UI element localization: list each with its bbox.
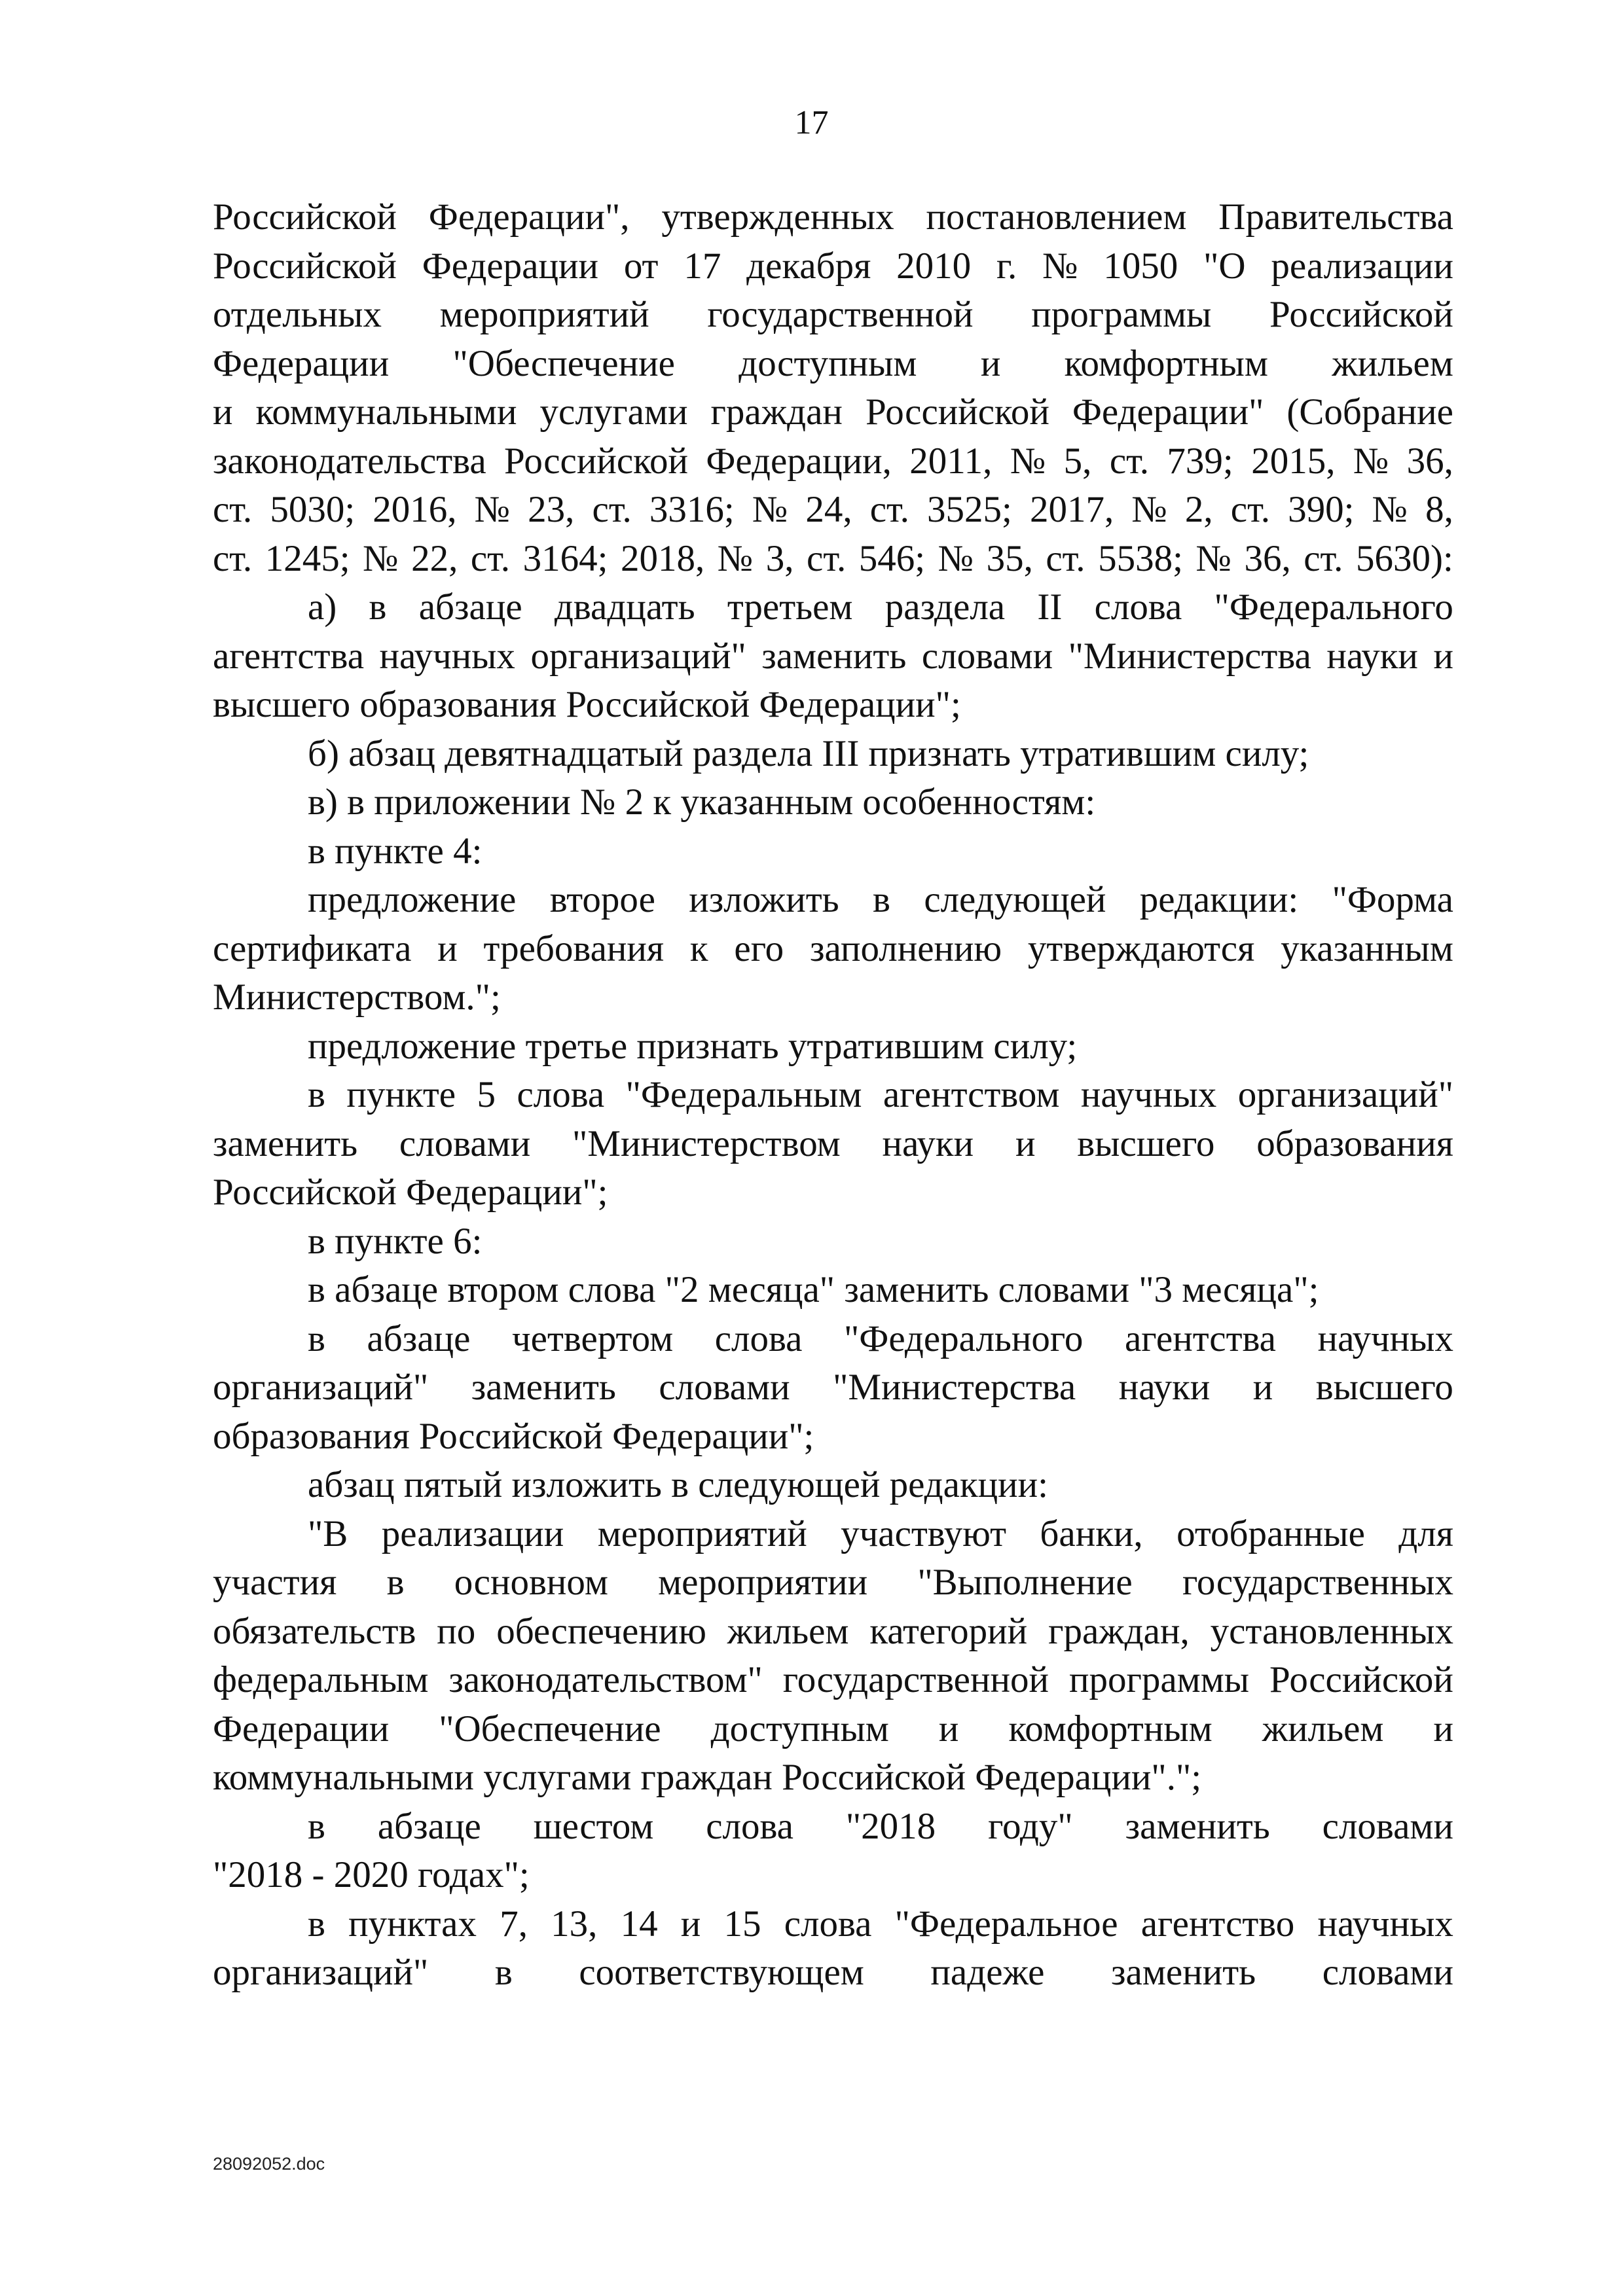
text-line — [213, 1363, 1453, 1412]
word: законодательством" — [448, 1659, 763, 1700]
word: к — [689, 927, 708, 969]
word: участвуют — [841, 1513, 1006, 1554]
word: 24, — [805, 489, 852, 530]
word: слова — [706, 1805, 793, 1847]
word: № — [1372, 489, 1408, 530]
word: от — [623, 245, 659, 287]
word: 7, — [500, 1903, 528, 1945]
text-line — [213, 1315, 1453, 1364]
word: словами — [659, 1367, 790, 1408]
word: в — [873, 879, 890, 920]
word: Федерации — [213, 1708, 390, 1749]
word: № — [1353, 440, 1389, 482]
word: 5630): — [1355, 537, 1453, 579]
word: в — [386, 1562, 405, 1603]
word: заменить — [471, 1367, 616, 1408]
word: для — [1398, 1513, 1453, 1554]
word: организаций" — [530, 635, 746, 677]
word: реализации — [1271, 245, 1453, 287]
word: 2017, — [1030, 489, 1114, 530]
text-line: б) абзац девятнадцатый раздела III признать утратившим силу; — [308, 732, 1309, 774]
word: 5030; — [270, 489, 356, 530]
word: и — [1433, 635, 1453, 677]
text-line: предложение третье признать утратившим силу; — [308, 1025, 1078, 1067]
word: заменить — [213, 1122, 358, 1164]
word: утвержденных — [661, 196, 894, 238]
word: г. — [996, 245, 1017, 287]
word: Российской — [504, 440, 688, 482]
word: сертификата — [213, 927, 412, 969]
word: № — [1131, 489, 1167, 530]
word: Российской — [865, 391, 1049, 433]
word: его — [734, 927, 784, 969]
word: словами — [921, 635, 1053, 677]
word: 3525; — [927, 489, 1012, 530]
word: ст. — [1046, 537, 1085, 579]
word: науки — [882, 1122, 974, 1164]
text-line — [213, 583, 1453, 632]
text-line — [213, 632, 1453, 681]
word: раздела — [884, 586, 1006, 628]
word: 1050 — [1103, 245, 1178, 287]
text-line: коммунальными услугами граждан Российской Федерации"."; — [213, 1757, 1202, 1798]
word: мероприятии — [658, 1562, 868, 1603]
word: и — [1433, 1708, 1453, 1749]
text-line — [213, 1900, 1453, 1949]
word: следующей — [924, 879, 1106, 920]
word: 2016, — [373, 489, 457, 530]
text-line — [213, 1705, 1453, 1754]
word: № — [717, 537, 754, 579]
word: научных — [1080, 1074, 1217, 1115]
word: "Выполнение — [917, 1562, 1133, 1603]
word: № — [1042, 245, 1078, 287]
word: и — [1252, 1367, 1273, 1408]
word: агентства — [1124, 1318, 1276, 1359]
word: № — [1010, 440, 1046, 482]
word: коммунальными — [255, 391, 517, 433]
word: организаций" — [213, 1367, 429, 1408]
word: организаций" — [1237, 1074, 1453, 1115]
word: отдельных — [213, 294, 382, 335]
text-line — [213, 1656, 1453, 1705]
word: граждан — [710, 391, 843, 433]
word: комфортным — [1064, 342, 1268, 384]
word: образования — [1256, 1122, 1453, 1164]
word: словами — [399, 1122, 531, 1164]
word: программы — [1068, 1659, 1250, 1700]
word: мероприятий — [597, 1513, 807, 1554]
word: 23, — [528, 489, 575, 530]
word: в — [494, 1952, 513, 1993]
word: в — [308, 1903, 325, 1945]
word: 13, — [551, 1903, 598, 1945]
text-line — [213, 193, 1453, 242]
text-line — [213, 1948, 1453, 1998]
word: 2018, — [620, 537, 705, 579]
word: заменить — [761, 635, 907, 677]
word: падеже — [930, 1952, 1045, 1993]
word: указанным — [1281, 927, 1453, 969]
word: 8, — [1425, 489, 1453, 530]
word: требования — [483, 927, 665, 969]
page-number: 17 — [794, 104, 829, 141]
word: Федерации" — [1072, 391, 1264, 433]
text-line: "2018 - 2020 годах"; — [213, 1854, 530, 1895]
word: комфортным — [1008, 1708, 1213, 1749]
text-line — [213, 925, 1453, 974]
word: декабря — [746, 245, 871, 287]
word: и — [1015, 1122, 1036, 1164]
word: четвертом — [512, 1318, 674, 1359]
word: Федерации — [422, 245, 598, 287]
word: II — [1037, 586, 1063, 628]
word: "Федерального — [1214, 586, 1453, 628]
word: третьем — [727, 586, 853, 628]
word: "О — [1203, 245, 1246, 287]
word: ст. — [869, 489, 909, 530]
word: доступным — [710, 1708, 889, 1749]
word: 14 — [620, 1903, 658, 1945]
word: граждан, — [1048, 1610, 1190, 1652]
word: 5538; — [1098, 537, 1183, 579]
word: и — [938, 1708, 959, 1749]
word: в — [308, 1318, 325, 1359]
word: году" — [988, 1805, 1073, 1847]
word: двадцать — [554, 586, 695, 628]
text-line — [213, 1071, 1453, 1120]
word: услугами — [539, 391, 688, 433]
word: научных — [1317, 1318, 1453, 1359]
text-line — [213, 1120, 1453, 1169]
word: ст. — [807, 537, 847, 579]
word: 2011, — [909, 440, 993, 482]
word: "Министерством — [572, 1122, 841, 1164]
word: 2010 — [896, 245, 972, 287]
text-line: в абзаце втором слова "2 месяца" заменить словами "3 месяца"; — [308, 1269, 1319, 1310]
text-line — [213, 242, 1453, 291]
text-line: Российской Федерации"; — [213, 1172, 608, 1213]
word: 5, — [1063, 440, 1092, 482]
word: 35, — [986, 537, 1033, 579]
word: словами — [1322, 1805, 1453, 1847]
word: и — [980, 342, 1001, 384]
word: ст. — [470, 537, 511, 579]
word: слова — [784, 1903, 872, 1945]
word: государственных — [1182, 1562, 1453, 1603]
word: ст. — [1304, 537, 1343, 579]
word: агентством — [883, 1074, 1060, 1115]
word: 546; — [858, 537, 926, 579]
word: Федерации — [213, 342, 390, 384]
word: федеральным — [213, 1659, 429, 1700]
text-line — [213, 486, 1453, 535]
word: науки — [1326, 635, 1418, 677]
word: категорий — [869, 1610, 1028, 1652]
word: высшего — [1077, 1122, 1215, 1164]
text-line: высшего образования Российской Федерации"; — [213, 684, 961, 725]
word: ст. — [213, 489, 253, 530]
word: (Собрание — [1286, 391, 1453, 433]
word: словами — [1322, 1952, 1453, 1993]
word: 1245; — [264, 537, 350, 579]
word: организаций" — [213, 1952, 429, 1993]
word: банки, — [1040, 1513, 1143, 1554]
word: 3316; — [649, 489, 735, 530]
word: Российской — [213, 196, 397, 238]
word: слова — [714, 1318, 803, 1359]
word: ст. — [592, 489, 632, 530]
word: постановлением — [926, 196, 1187, 238]
text-line — [213, 1558, 1453, 1607]
word: программы — [1031, 294, 1212, 335]
document-body — [213, 193, 1453, 1998]
text-line: в) в приложении № 2 к указанным особенностям: — [308, 781, 1096, 823]
word: "Министерства — [833, 1367, 1076, 1408]
word: доступным — [739, 342, 917, 384]
word: законодательства — [213, 440, 486, 482]
word: редакции: — [1139, 879, 1299, 920]
word: основном — [454, 1562, 608, 1603]
word: № — [363, 537, 399, 579]
word: заменить — [1125, 1805, 1270, 1847]
word: агентства — [213, 635, 365, 677]
word: Федерации, — [706, 440, 892, 482]
word: ст. — [213, 537, 253, 579]
word: № — [474, 489, 511, 530]
word: № — [752, 489, 788, 530]
file-name-footer: 28092052.doc — [213, 2154, 325, 2174]
word: 36, — [1244, 537, 1291, 579]
word: в — [369, 586, 387, 628]
word: по — [437, 1610, 476, 1652]
word: № — [938, 537, 974, 579]
word: ст. — [1230, 489, 1270, 530]
text-line — [213, 535, 1453, 584]
word: ст. — [1109, 440, 1149, 482]
text-line — [213, 1607, 1453, 1657]
word: 3, — [765, 537, 794, 579]
word: заполнению — [809, 927, 1002, 969]
word: Российской — [1269, 1659, 1453, 1700]
word: жильем — [1262, 1708, 1384, 1749]
word: "Обеспечение — [439, 1708, 661, 1749]
word: и — [437, 927, 458, 969]
word: слова — [1094, 586, 1182, 628]
word: отобранные — [1176, 1513, 1365, 1554]
word: Российской — [213, 245, 397, 287]
text-line: образования Российской Федерации"; — [213, 1415, 814, 1457]
word: жильем — [1332, 342, 1453, 384]
word: Федерации", — [428, 196, 630, 238]
word: "2018 — [845, 1805, 936, 1847]
word: 2015, — [1251, 440, 1336, 482]
word: "Федеральное — [894, 1903, 1118, 1945]
text-line — [213, 291, 1453, 340]
word: обеспечению — [496, 1610, 706, 1652]
word: 2, — [1184, 489, 1213, 530]
word: пункте — [346, 1074, 456, 1115]
word: "Федерального — [844, 1318, 1084, 1359]
word: второе — [549, 879, 655, 920]
word: участия — [213, 1562, 337, 1603]
word: "Министерства — [1068, 635, 1311, 677]
word: утверждаются — [1027, 927, 1255, 969]
word: заменить — [1111, 1952, 1256, 1993]
word: 22, — [411, 537, 458, 579]
word: научных — [1317, 1903, 1453, 1945]
word: а) — [308, 586, 337, 628]
word: изложить — [689, 879, 839, 920]
word: научных — [379, 635, 515, 677]
word: пунктах — [348, 1903, 477, 1945]
word: реализации — [381, 1513, 564, 1554]
word: № — [1195, 537, 1231, 579]
word: абзаце — [418, 586, 522, 628]
word: предложение — [308, 879, 517, 920]
word: "Федеральным — [625, 1074, 862, 1115]
text-line: Министерством."; — [213, 977, 501, 1018]
word: 5 — [477, 1074, 496, 1115]
text-line — [213, 437, 1453, 486]
text-line — [213, 340, 1453, 389]
word: в — [308, 1074, 325, 1115]
word: государственной — [782, 1659, 1049, 1700]
word: высшего — [1315, 1367, 1453, 1408]
word: Правительства — [1218, 196, 1453, 238]
word: государственной — [707, 294, 974, 335]
text-line: в пункте 4: — [308, 830, 483, 872]
word: Российской — [1269, 294, 1453, 335]
word: "Форма — [1332, 879, 1453, 920]
word: жильем — [727, 1610, 849, 1652]
word: "В — [308, 1513, 348, 1554]
word: шестом — [533, 1805, 654, 1847]
word: науки — [1118, 1367, 1211, 1408]
text-line — [213, 1803, 1453, 1852]
word: 3164; — [522, 537, 608, 579]
text-line: абзац пятый изложить в следующей редакции: — [308, 1464, 1049, 1505]
word: мероприятий — [439, 294, 649, 335]
text-line — [213, 388, 1453, 437]
word: "Обеспечение — [452, 342, 675, 384]
text-line — [213, 876, 1453, 925]
text-line — [213, 1510, 1453, 1559]
word: абзаце — [367, 1318, 471, 1359]
text-line: в пункте 6: — [308, 1220, 483, 1262]
word: и — [680, 1903, 701, 1945]
word: установленных — [1210, 1610, 1453, 1652]
word: слова — [517, 1074, 605, 1115]
word: 15 — [723, 1903, 761, 1945]
word: соответствующем — [579, 1952, 864, 1993]
word: и — [213, 391, 233, 433]
word: 739; — [1167, 440, 1233, 482]
word: в — [308, 1805, 325, 1847]
word: обязательств — [213, 1610, 416, 1652]
word: абзаце — [377, 1805, 481, 1847]
word: 390; — [1288, 489, 1355, 530]
word: 36, — [1406, 440, 1453, 482]
word: агентство — [1140, 1903, 1295, 1945]
word: 17 — [684, 245, 721, 287]
